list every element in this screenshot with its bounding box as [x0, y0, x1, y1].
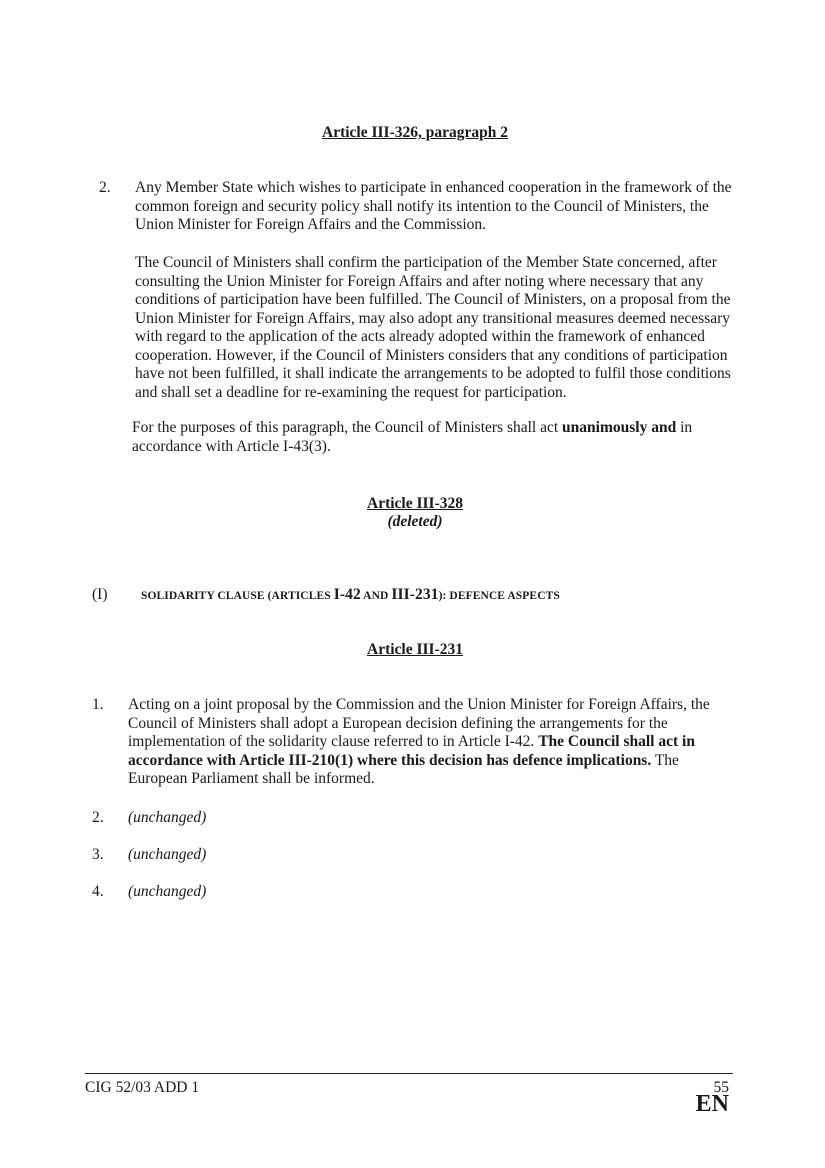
section-marker: (I) [92, 586, 108, 603]
item-number: 2. [99, 179, 111, 196]
language-code: EN [695, 1091, 729, 1117]
article-328-heading: Article III-328 [367, 495, 463, 512]
article-326-paragraph-2: The Council of Ministers shall confirm the participation of the Member State concerned, after consulting the Union Minister for Foreign Affairs and after noting where necessary that any conditions of participation have been fulfilled. The Council of Ministers, on a proposal from the Union Minister for Foreign Affairs, may also adopt any transitional measures deemed necessary with regard to the application of the acts already adopted within the framework of enhanced cooperation. However, if the Council of Ministers considers that any conditions of participation have not been fulfilled, it shall indicate the arrangements to be adopted to fulfil those conditions and shall set a deadline for re-examining the request for participation. [135, 254, 731, 401]
section-title-part: ): DEFENCE ASPECTS [438, 590, 560, 602]
section-title [141, 586, 560, 606]
article-328-note: (deleted) [387, 513, 443, 530]
item1-bold-text: The Council shall act in accordance with Article III-210(1) where this decision has defence implications. [128, 733, 695, 769]
unchanged-label: (unchanged) [128, 809, 207, 826]
unchanged-label: (unchanged) [128, 883, 207, 900]
article-231-heading: Article III-231 [367, 641, 463, 658]
item1-text-start: Acting on a joint proposal by the Commission and the Union Minister for Foreign Affairs, the Council of Ministers shall adopt a European decision defining the arrangements for the implementation of the solidarity clause referred to in Article I-42. [128, 696, 710, 750]
item-number: 3. [92, 846, 104, 863]
section-title-part: AND [360, 590, 392, 602]
item-number: 4. [92, 883, 104, 900]
article-231-paragraph-1 [128, 696, 734, 789]
article-326-heading: Article III-326, paragraph 2 [322, 124, 508, 141]
para3-text-end: in accordance with Article I-43(3). [132, 419, 693, 455]
item-number: 1. [92, 696, 104, 713]
item-number: 2. [92, 809, 104, 826]
para3-text-start: For the purposes of this paragraph, the Council of Ministers shall act [132, 419, 563, 436]
unchanged-label: (unchanged) [128, 846, 207, 863]
para3-bold-text: unanimously and [562, 419, 677, 436]
page-number: 55 [713, 1079, 729, 1096]
article-326-paragraph-3 [132, 419, 734, 456]
section-title-part: III-231 [391, 586, 439, 603]
item1-text-end: The European Parliament shall be informed. [128, 751, 679, 787]
document-reference: CIG 52/03 ADD 1 [85, 1079, 200, 1096]
footer-rule [85, 1073, 733, 1074]
section-title-part: I-42 [333, 586, 361, 603]
article-326-paragraph-1: Any Member State which wishes to participate in enhanced cooperation in the framework of the common foreign and security policy shall notify its intention to the Council of Ministers, the Union Minister for Foreign Affairs and the Commission. [135, 179, 732, 233]
section-title-part: SOLIDARITY CLAUSE (ARTICLES [141, 590, 334, 602]
